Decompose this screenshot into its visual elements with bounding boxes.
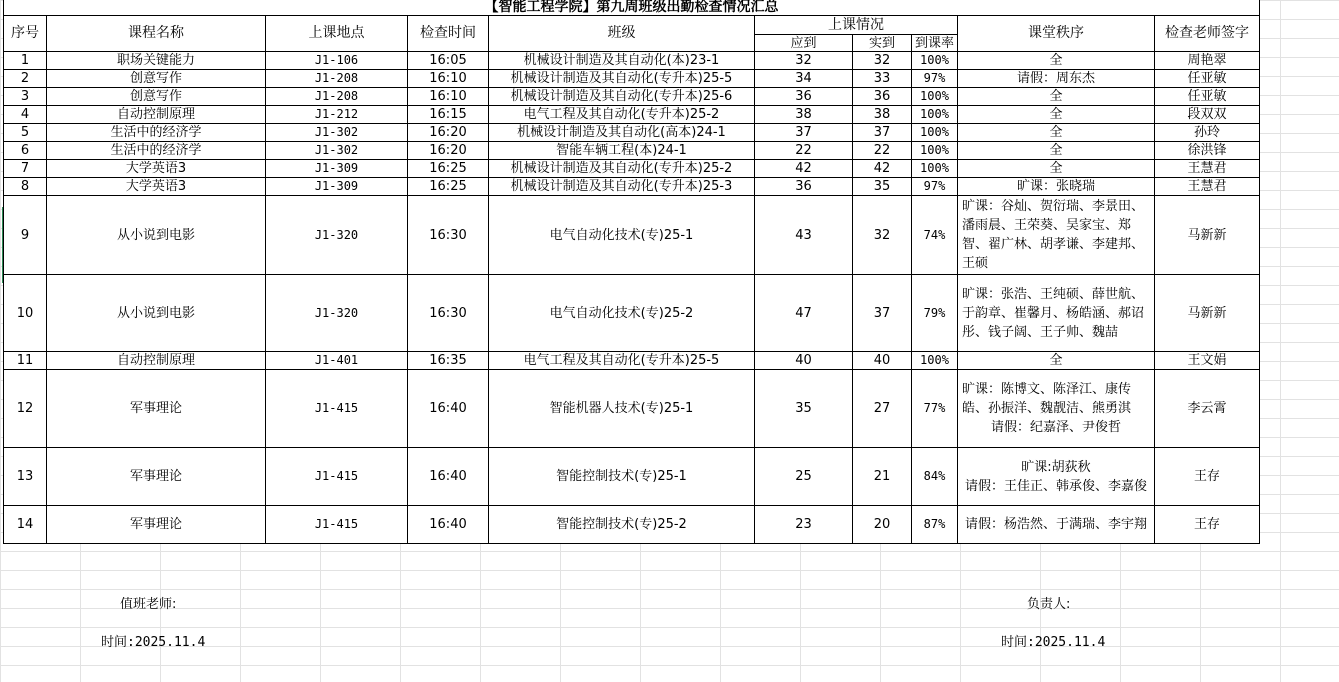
cell-time[interactable]: 16:40 — [408, 370, 489, 448]
responsible-label: 负责人: — [1027, 597, 1071, 612]
cell-expected[interactable]: 35 — [755, 370, 853, 448]
cell-no[interactable]: 13 — [4, 448, 47, 506]
cell-location[interactable]: J1-212 — [266, 106, 408, 124]
cell-no[interactable]: 1 — [4, 52, 47, 70]
cell-class[interactable]: 智能车辆工程(本)24-1 — [489, 142, 755, 160]
cell-teacher[interactable]: 徐洪锋 — [1155, 142, 1260, 160]
cell-teacher[interactable]: 段双双 — [1155, 106, 1260, 124]
cell-teacher[interactable]: 王存 — [1155, 506, 1260, 544]
cell-rate[interactable]: 100% — [912, 106, 958, 124]
cell-course[interactable]: 生活中的经济学 — [47, 124, 266, 142]
cell-order[interactable]: 全 — [958, 124, 1155, 142]
cell-class[interactable]: 机械设计制造及其自动化(专升本)25-5 — [489, 70, 755, 88]
attendance-table — [3, 0, 1260, 544]
cell-order[interactable]: 全 — [958, 52, 1155, 70]
cell-teacher[interactable]: 马新新 — [1155, 275, 1260, 352]
header-actual: 实到 — [853, 35, 912, 52]
cell-no[interactable]: 4 — [4, 106, 47, 124]
cell-course[interactable]: 生活中的经济学 — [47, 142, 266, 160]
cell-teacher[interactable]: 王文娟 — [1155, 352, 1260, 370]
cell-teacher[interactable]: 周艳翠 — [1155, 52, 1260, 70]
cell-teacher[interactable]: 王存 — [1155, 448, 1260, 506]
table-row — [4, 196, 1260, 275]
page-title: 【智能工程学院】第九周班级出勤检查情况汇总 — [4, 0, 1260, 16]
table-row — [4, 124, 1260, 142]
cell-expected[interactable]: 37 — [755, 124, 853, 142]
cell-actual[interactable]: 38 — [853, 106, 912, 124]
header-attendance-group: 上课情况 — [755, 16, 958, 35]
cell-expected[interactable]: 22 — [755, 142, 853, 160]
header-order: 课堂秩序 — [958, 16, 1155, 52]
cell-course[interactable]: 军事理论 — [47, 370, 266, 448]
cell-class[interactable]: 智能机器人技术(专)25-1 — [489, 370, 755, 448]
cell-class[interactable]: 电气工程及其自动化(专升本)25-2 — [489, 106, 755, 124]
cell-location[interactable]: J1-208 — [266, 70, 408, 88]
cell-order[interactable]: 旷课：张浩、王纯硕、薛世航、于韵章、崔馨月、杨皓涵、郝诏彤、钱子阔、王子帅、魏喆 — [958, 275, 1155, 352]
cell-no[interactable]: 3 — [4, 88, 47, 106]
cell-expected[interactable]: 43 — [755, 196, 853, 275]
cell-expected[interactable]: 38 — [755, 106, 853, 124]
cell-location[interactable]: J1-401 — [266, 352, 408, 370]
cell-location[interactable]: J1-320 — [266, 275, 408, 352]
cell-rate[interactable]: 79% — [912, 275, 958, 352]
cell-teacher[interactable]: 马新新 — [1155, 196, 1260, 275]
cell-order[interactable]: 请假：杨浩然、于满瑞、李宇翔 — [958, 506, 1155, 544]
cell-teacher[interactable]: 孙玲 — [1155, 124, 1260, 142]
cell-expected[interactable]: 36 — [755, 178, 853, 196]
cell-actual[interactable]: 32 — [853, 52, 912, 70]
cell-expected[interactable]: 42 — [755, 160, 853, 178]
cell-course[interactable]: 从小说到电影 — [47, 196, 266, 275]
cell-location[interactable]: J1-309 — [266, 160, 408, 178]
date-left: 时间:2025.11.4 — [101, 635, 206, 650]
table-row — [4, 178, 1260, 196]
cell-course[interactable]: 军事理论 — [47, 506, 266, 544]
cell-rate[interactable]: 97% — [912, 178, 958, 196]
cell-order[interactable]: 旷课：张晓瑞 — [958, 178, 1155, 196]
cell-location[interactable]: J1-415 — [266, 448, 408, 506]
cell-rate[interactable]: 87% — [912, 506, 958, 544]
cell-teacher[interactable]: 任亚敏 — [1155, 70, 1260, 88]
cell-order[interactable] — [958, 370, 1155, 448]
cell-location[interactable]: J1-415 — [266, 370, 408, 448]
cell-rate[interactable]: 100% — [912, 352, 958, 370]
cell-class[interactable]: 智能控制技术(专)25-1 — [489, 448, 755, 506]
cell-rate[interactable]: 100% — [912, 124, 958, 142]
duty-teacher-label: 值班老师: — [120, 597, 177, 612]
table-row — [4, 70, 1260, 88]
cell-time[interactable]: 16:05 — [408, 52, 489, 70]
cell-order[interactable]: 全 — [958, 160, 1155, 178]
header-expected: 应到 — [755, 35, 853, 52]
table-row — [4, 160, 1260, 178]
order-absent: 旷课:胡荻秋 — [1021, 459, 1091, 475]
cell-teacher[interactable]: 王慧君 — [1155, 178, 1260, 196]
cell-no[interactable]: 14 — [4, 506, 47, 544]
cell-location[interactable]: J1-208 — [266, 88, 408, 106]
cell-actual[interactable]: 40 — [853, 352, 912, 370]
cell-course[interactable]: 自动控制原理 — [47, 352, 266, 370]
cell-rate[interactable]: 100% — [912, 52, 958, 70]
cell-order[interactable]: 全 — [958, 106, 1155, 124]
table-row — [4, 506, 1260, 544]
cell-actual[interactable]: 35 — [853, 178, 912, 196]
cell-actual[interactable]: 21 — [853, 448, 912, 506]
cell-no[interactable]: 2 — [4, 70, 47, 88]
cell-time[interactable]: 16:30 — [408, 196, 489, 275]
cell-course[interactable]: 创意写作 — [47, 88, 266, 106]
header-class: 班级 — [489, 16, 755, 52]
cell-time[interactable]: 16:15 — [408, 106, 489, 124]
cell-time[interactable]: 16:30 — [408, 275, 489, 352]
cell-order[interactable]: 全 — [958, 352, 1155, 370]
header-course: 课程名称 — [47, 16, 266, 52]
cell-location[interactable]: J1-320 — [266, 196, 408, 275]
cell-location[interactable]: J1-106 — [266, 52, 408, 70]
cell-course[interactable]: 大学英语3 — [47, 178, 266, 196]
cell-no[interactable]: 12 — [4, 370, 47, 448]
cell-no[interactable]: 8 — [4, 178, 47, 196]
cell-time[interactable]: 16:40 — [408, 448, 489, 506]
cell-class[interactable]: 机械设计制造及其自动化(专升本)25-6 — [489, 88, 755, 106]
cell-course[interactable]: 从小说到电影 — [47, 275, 266, 352]
table-row — [4, 352, 1260, 370]
cell-order[interactable] — [958, 448, 1155, 506]
cell-expected[interactable]: 47 — [755, 275, 853, 352]
cell-expected[interactable]: 32 — [755, 52, 853, 70]
cell-rate[interactable]: 84% — [912, 448, 958, 506]
cell-expected[interactable]: 40 — [755, 352, 853, 370]
cell-time[interactable]: 16:25 — [408, 160, 489, 178]
cell-no[interactable]: 7 — [4, 160, 47, 178]
cell-teacher[interactable]: 李云霄 — [1155, 370, 1260, 448]
cell-rate[interactable]: 100% — [912, 160, 958, 178]
cell-location[interactable]: J1-309 — [266, 178, 408, 196]
cell-actual[interactable]: 42 — [853, 160, 912, 178]
cell-course[interactable]: 职场关键能力 — [47, 52, 266, 70]
cell-actual[interactable]: 20 — [853, 506, 912, 544]
cell-time[interactable]: 16:20 — [408, 124, 489, 142]
cell-expected[interactable]: 25 — [755, 448, 853, 506]
cell-location[interactable]: J1-302 — [266, 124, 408, 142]
cell-time[interactable]: 16:40 — [408, 506, 489, 544]
cell-order[interactable]: 全 — [958, 88, 1155, 106]
cell-actual[interactable]: 37 — [853, 124, 912, 142]
cell-rate[interactable]: 77% — [912, 370, 958, 448]
cell-time[interactable]: 16:10 — [408, 88, 489, 106]
cell-rate[interactable]: 100% — [912, 88, 958, 106]
cell-course[interactable]: 自动控制原理 — [47, 106, 266, 124]
cell-time[interactable]: 16:25 — [408, 178, 489, 196]
header-time: 检查时间 — [408, 16, 489, 52]
cell-actual[interactable]: 37 — [853, 275, 912, 352]
cell-rate[interactable]: 74% — [912, 196, 958, 275]
cell-actual[interactable]: 27 — [853, 370, 912, 448]
cell-actual[interactable]: 33 — [853, 70, 912, 88]
cell-class[interactable]: 智能控制技术(专)25-2 — [489, 506, 755, 544]
cell-teacher[interactable]: 任亚敏 — [1155, 88, 1260, 106]
cell-location[interactable]: J1-415 — [266, 506, 408, 544]
cell-no[interactable]: 10 — [4, 275, 47, 352]
cell-rate[interactable]: 97% — [912, 70, 958, 88]
cell-order[interactable]: 全 — [958, 142, 1155, 160]
cell-class[interactable]: 机械设计制造及其自动化(本)23-1 — [489, 52, 755, 70]
cell-class[interactable]: 电气自动化技术(专)25-1 — [489, 196, 755, 275]
order-leave: 请假：王佳正、韩承俊、李嘉俊 — [964, 478, 1147, 494]
cell-no[interactable]: 11 — [4, 352, 47, 370]
cell-location[interactable]: J1-302 — [266, 142, 408, 160]
cell-class[interactable]: 机械设计制造及其自动化(专升本)25-2 — [489, 160, 755, 178]
order-leave: 请假：纪嘉泽、尹俊哲 — [990, 420, 1121, 435]
cell-course[interactable]: 军事理论 — [47, 448, 266, 506]
cell-class[interactable]: 机械设计制造及其自动化(高本)24-1 — [489, 124, 755, 142]
cell-time[interactable]: 16:35 — [408, 352, 489, 370]
cell-actual[interactable]: 36 — [853, 88, 912, 106]
table-row — [4, 448, 1260, 506]
cell-course[interactable]: 创意写作 — [47, 70, 266, 88]
cell-order[interactable]: 请假：周东杰 — [958, 70, 1155, 88]
table-row — [4, 52, 1260, 70]
cell-expected[interactable]: 23 — [755, 506, 853, 544]
table-row — [4, 106, 1260, 124]
cell-time[interactable]: 16:20 — [408, 142, 489, 160]
cell-class[interactable]: 机械设计制造及其自动化(专升本)25-3 — [489, 178, 755, 196]
order-absent: 旷课：陈博文、陈泽江、康传皓、孙振洋、魏靓洁、熊勇淇 — [962, 382, 1132, 416]
table-row — [4, 142, 1260, 160]
cell-time[interactable]: 16:10 — [408, 70, 489, 88]
cell-teacher[interactable]: 王慧君 — [1155, 160, 1260, 178]
header-teacher: 检查老师签字 — [1155, 16, 1260, 52]
cell-order[interactable]: 旷课：谷灿、贺衍瑞、李景田、潘雨晨、王荣葵、吴家宝、郑智、翟广林、胡孝谦、李建邦、王硕 — [958, 196, 1155, 275]
cell-no[interactable]: 6 — [4, 142, 47, 160]
table-row — [4, 275, 1260, 352]
cell-course[interactable]: 大学英语3 — [47, 160, 266, 178]
header-no: 序号 — [4, 16, 47, 52]
cell-no[interactable]: 9 — [4, 196, 47, 275]
cell-expected[interactable]: 36 — [755, 88, 853, 106]
header-location: 上课地点 — [266, 16, 408, 52]
date-right: 时间:2025.11.4 — [1001, 635, 1106, 650]
cell-actual[interactable]: 32 — [853, 196, 912, 275]
table-row — [4, 88, 1260, 106]
cell-rate[interactable]: 100% — [912, 142, 958, 160]
table-row — [4, 370, 1260, 448]
cell-class[interactable]: 电气自动化技术(专)25-2 — [489, 275, 755, 352]
cell-expected[interactable]: 34 — [755, 70, 853, 88]
header-rate: 到课率 — [912, 35, 958, 52]
cell-actual[interactable]: 22 — [853, 142, 912, 160]
cell-class[interactable]: 电气工程及其自动化(专升本)25-5 — [489, 352, 755, 370]
cell-no[interactable]: 5 — [4, 124, 47, 142]
